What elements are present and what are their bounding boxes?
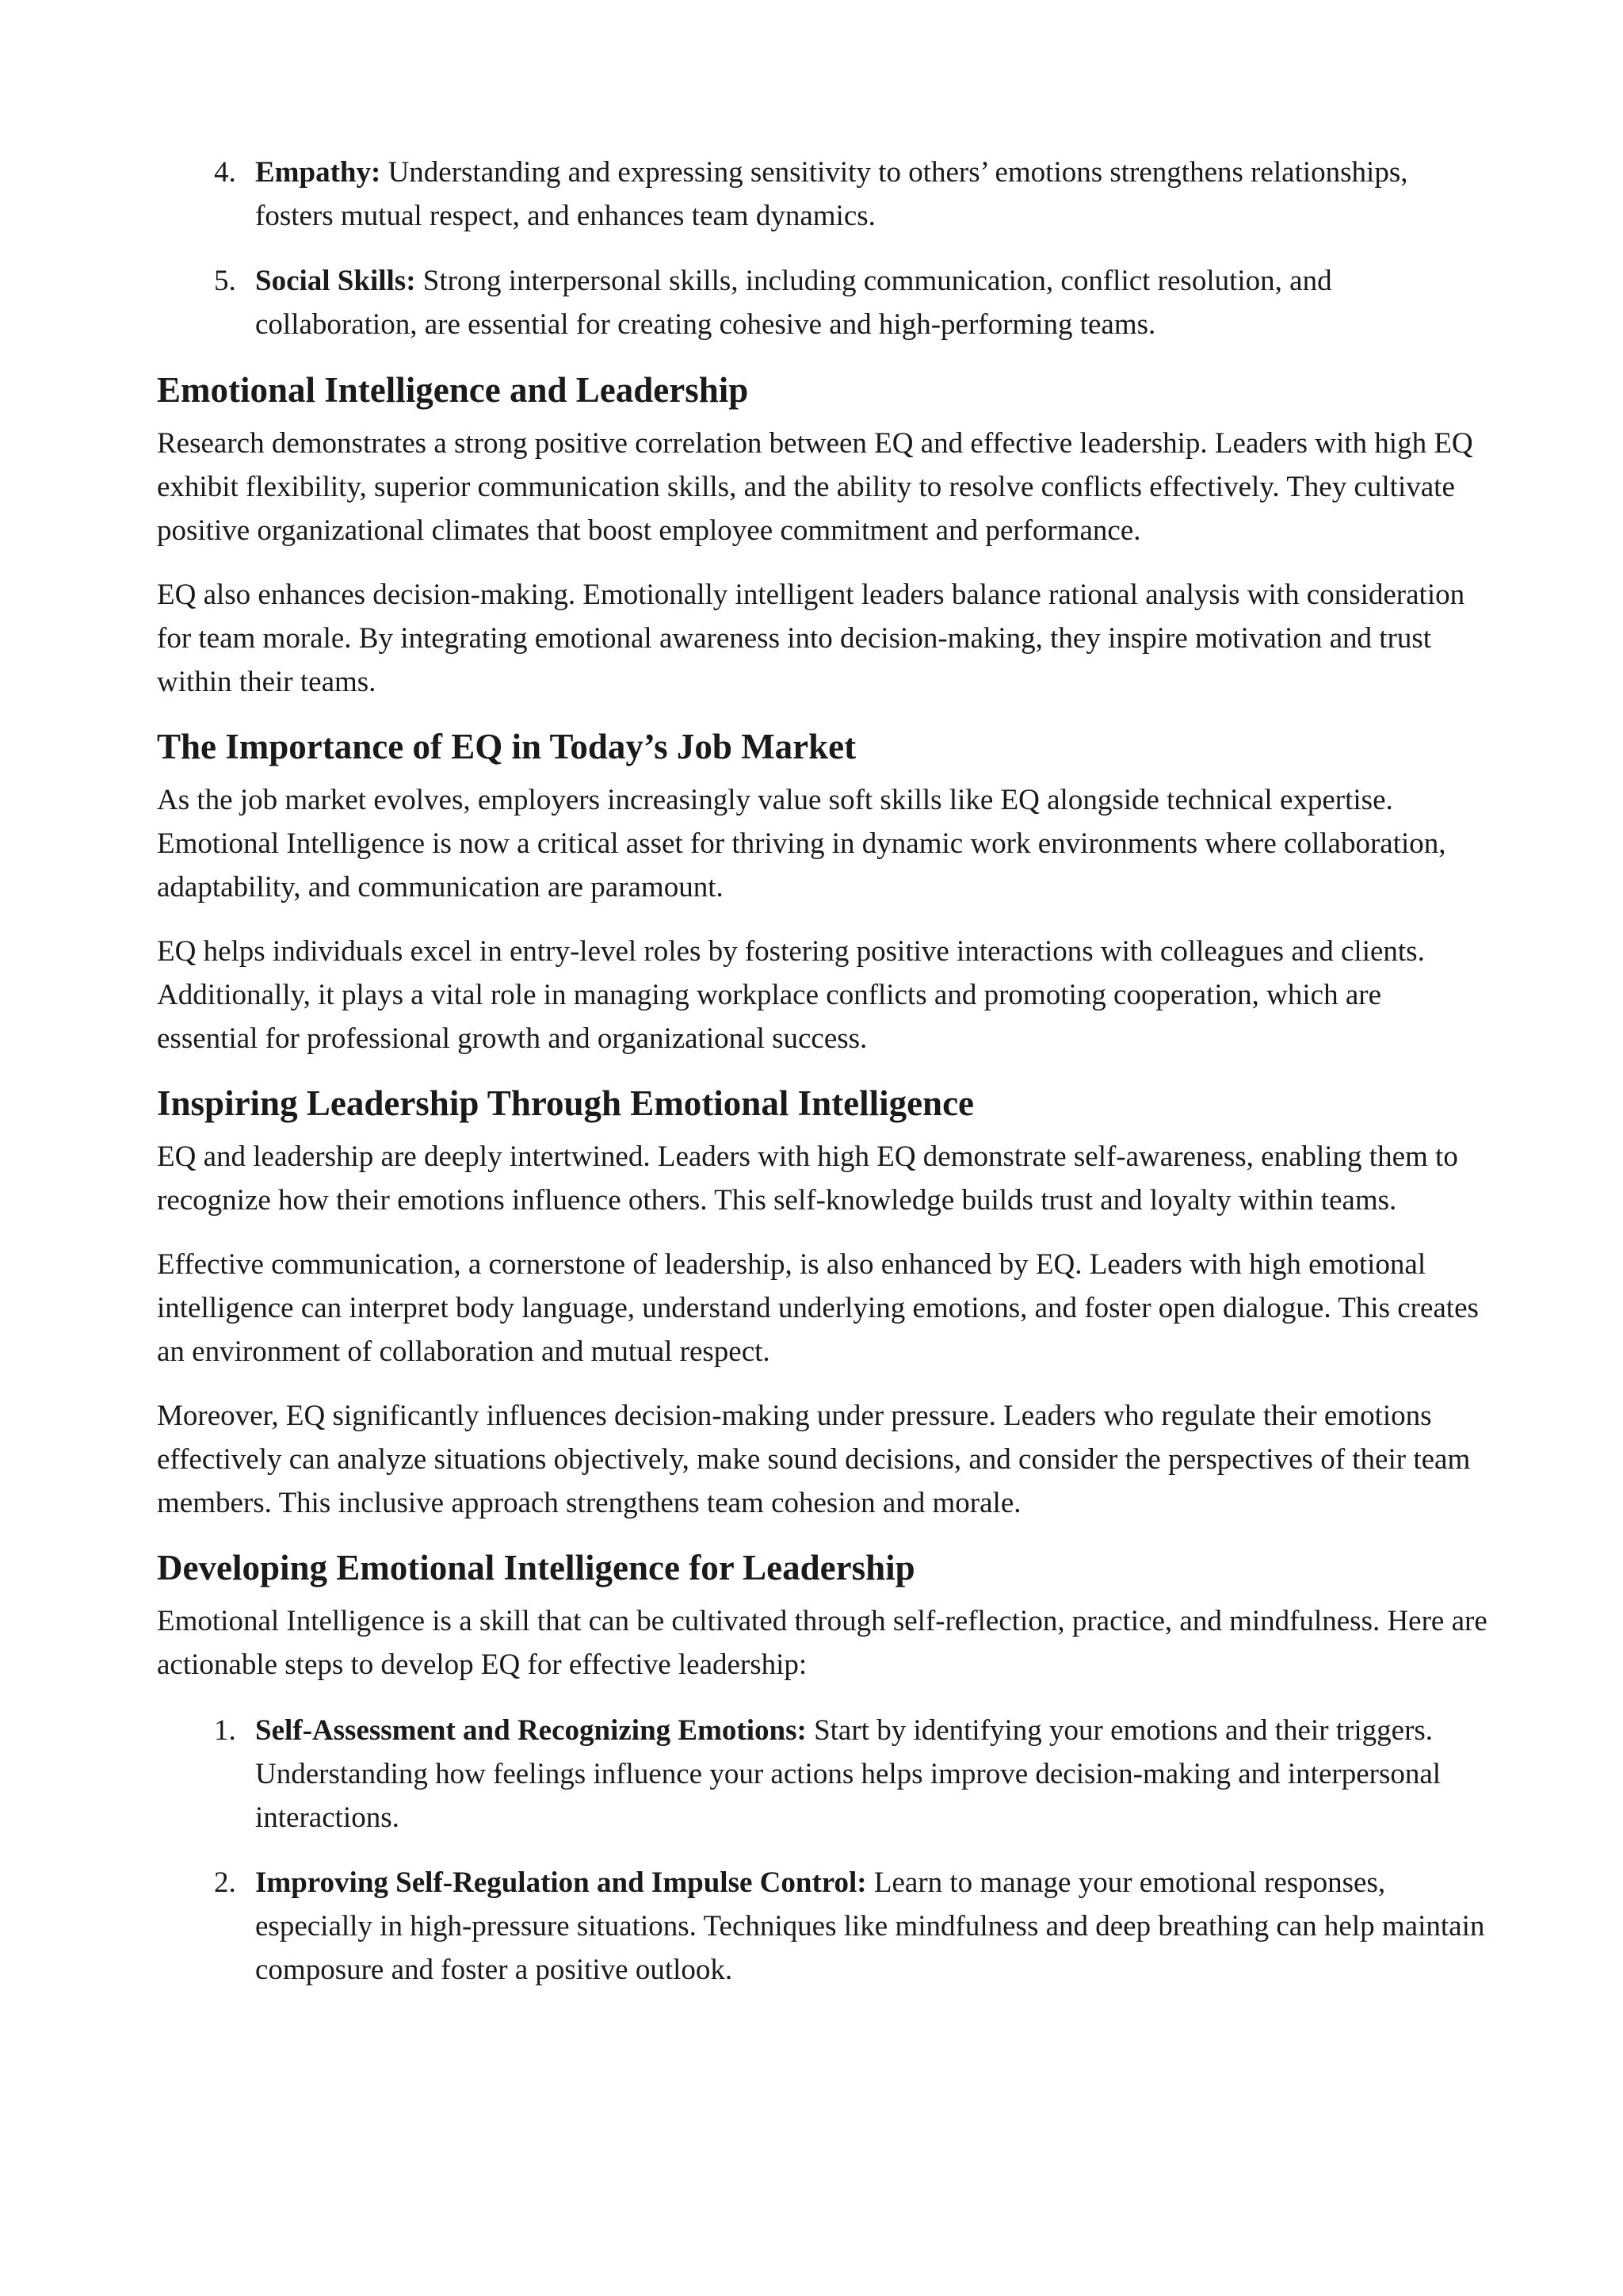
section-developing-eq xyxy=(157,1545,1488,1687)
paragraph: Emotional Intelligence is a skill that can be cultivated through self-reflection, practice, and mindfulness. Here are actionable steps to develop EQ for effective leadership: xyxy=(157,1605,1487,1681)
list-text: Strong interpersonal skills, including communication, conflict resolution, and collaboration, are essential for creating cohesive and high-performing teams. xyxy=(255,265,1332,341)
list-item xyxy=(157,151,1488,238)
list-number: 2. xyxy=(214,1866,236,1899)
paragraph: Moreover, EQ significantly influences decision-making under pressure. Leaders who regulate their emotions effectively can analyze situations objectively, make sound decisions, and consider the perspectives of their team members. This inclusive approach strengthens team cohesion and morale. xyxy=(157,1400,1471,1519)
list-text: Start by identifying your emotions and their triggers. Understanding how feelings influence your actions helps improve decision-making and interpersonal interactions. xyxy=(255,1714,1442,1834)
paragraph: EQ helps individuals excel in entry-level roles by fostering positive interactions with colleagues and clients. Additionally, it plays a vital role in managing workplace conflicts and promoting cooperation, which are essential for professional growth and organizational success. xyxy=(157,935,1425,1055)
list-item xyxy=(157,1861,1488,1992)
section-job-market xyxy=(157,724,1488,1060)
section-inspiring-leadership xyxy=(157,1081,1488,1525)
list-item xyxy=(157,259,1488,346)
paragraph: Effective communication, a cornerstone of leadership, is also enhanced by EQ. Leaders with high emotional intelligence can interpret body language, understand underlying emotions, and foster open dialogue. This creates an environment of collaboration and mutual respect. xyxy=(157,1248,1479,1368)
section-heading: Developing Emotional Intelligence for Leadership xyxy=(157,1548,915,1587)
list-item xyxy=(157,1709,1488,1839)
list-term: Self-Assessment and Recognizing Emotions: xyxy=(255,1714,807,1747)
numbered-list-top xyxy=(157,151,1488,346)
section-heading: Emotional Intelligence and Leadership xyxy=(157,370,749,410)
section-eq-leadership xyxy=(157,368,1488,704)
paragraph: As the job market evolves, employers increasingly value soft skills like EQ alongside technical expertise. Emotional Intelligence is now a critical asset for thriving in dynamic work environments where collaboration, adaptability, and communication are paramount. xyxy=(157,784,1446,904)
list-text: Understanding and expressing sensitivity to others’ emotions strengthens relationships, fosters mutual respect, and enhances team dynamics. xyxy=(255,156,1408,232)
section-heading: The Importance of EQ in Today’s Job Market xyxy=(157,727,857,766)
list-number: 5. xyxy=(214,265,236,297)
document-page xyxy=(157,151,1488,2013)
list-term: Empathy: xyxy=(255,156,381,189)
list-term: Social Skills: xyxy=(255,265,416,297)
paragraph: EQ also enhances decision-making. Emotionally intelligent leaders balance rational analysis with consideration for team morale. By integrating emotional awareness into decision-making, they inspire motivation and trust within their teams. xyxy=(157,579,1465,698)
section-heading: Inspiring Leadership Through Emotional Intelligence xyxy=(157,1083,975,1123)
list-text: Learn to manage your emotional responses, especially in high-pressure situations. Techniques like mindfulness and deep breathing can help maintain composure and foster a positive outlook. xyxy=(255,1866,1485,1986)
paragraph: Research demonstrates a strong positive correlation between EQ and effective leadership. Leaders with high EQ exhibit flexibility, superior communication skills, and the ability to resolve conflicts effectively. They cultivate positive organizational climates that boost employee commitment and performance. xyxy=(157,427,1473,547)
list-term: Improving Self-Regulation and Impulse Control: xyxy=(255,1866,867,1899)
paragraph: EQ and leadership are deeply intertwined. Leaders with high EQ demonstrate self-awareness, enabling them to recognize how their emotions influence others. This self-knowledge builds trust and loyalty within teams. xyxy=(157,1140,1458,1217)
numbered-list-bottom xyxy=(157,1709,1488,1992)
list-number: 4. xyxy=(214,156,236,189)
list-number: 1. xyxy=(214,1714,236,1747)
